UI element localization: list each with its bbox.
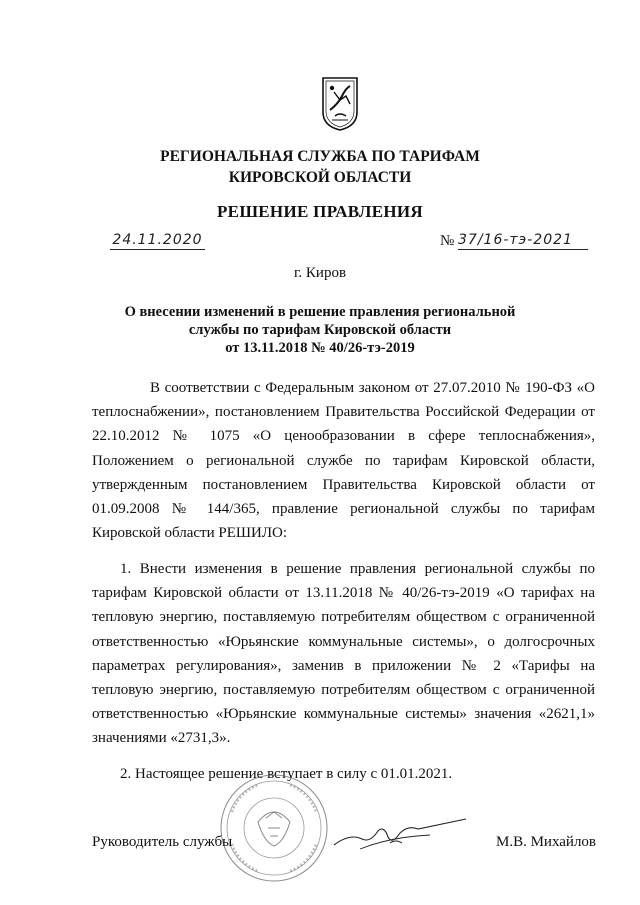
organization-name bbox=[0, 146, 640, 188]
organization-name-line1: РЕГИОНАЛЬНАЯ СЛУЖБА ПО ТАРИФАМ bbox=[160, 148, 480, 165]
subject-line2: службы по тарифам Кировской области bbox=[188, 322, 452, 338]
signatory-title: Руководитель службы bbox=[92, 834, 233, 850]
preamble-paragraph: В соответствии с Федеральным законом от 27.07.2010 № 190-ФЗ «О теплоснабжении», постановлением Правительства Российской Федерации от 22.10.2012 № 1075 «О ценообразовании в сфере теплоснабжения», Положением о региональной службе по тарифам Кировской области, утвержденным постановлением Правительства Кировской области от 01.09.2008 № 144/365, правление региональной службы по тарифам Кировской области РЕШИЛО: bbox=[92, 380, 595, 542]
coat-of-arms-emblem bbox=[320, 74, 360, 132]
handwritten-signature bbox=[330, 815, 470, 855]
subject-line1: О внесении изменений в решение правления региональной bbox=[124, 304, 516, 320]
clause-1-paragraph: 1. Внести изменения в решение правления региональной службы по тарифам Кировской области от 13.11.2018 № 40/26-тэ-2019 «О тарифах на тепловую энергию, поставляемую потребителям обществом с ограниченной ответственностью «Юрьянские коммунальные системы», о долгосрочных параметрах регулирования», заменив в приложении № 2 «Тарифы на тепловую энергию, поставляемую потребителям обществом с ограниченной ответственностью «Юрьянские коммунальные системы» значения «2621,1» значениями «2731,3». bbox=[92, 561, 595, 747]
document-title: РЕШЕНИЕ ПРАВЛЕНИЯ bbox=[217, 202, 423, 221]
subject-line3: от 13.11.2018 № 40/26-тэ-2019 bbox=[225, 340, 415, 356]
document-number: 37/16-тэ-2021 bbox=[458, 232, 588, 250]
document-subject bbox=[0, 303, 640, 357]
number-sign: № bbox=[440, 233, 455, 249]
clause-2-paragraph: 2. Настоящее решение вступает в силу с 01.01.2021. bbox=[120, 766, 453, 782]
organization-name-line2: КИРОВСКОЙ ОБЛАСТИ bbox=[228, 169, 412, 186]
city: г. Киров bbox=[293, 265, 347, 281]
document-date: 24.11.2020 bbox=[110, 232, 205, 250]
signatory-name: М.В. Михайлов bbox=[496, 834, 597, 850]
official-stamp bbox=[218, 772, 330, 884]
